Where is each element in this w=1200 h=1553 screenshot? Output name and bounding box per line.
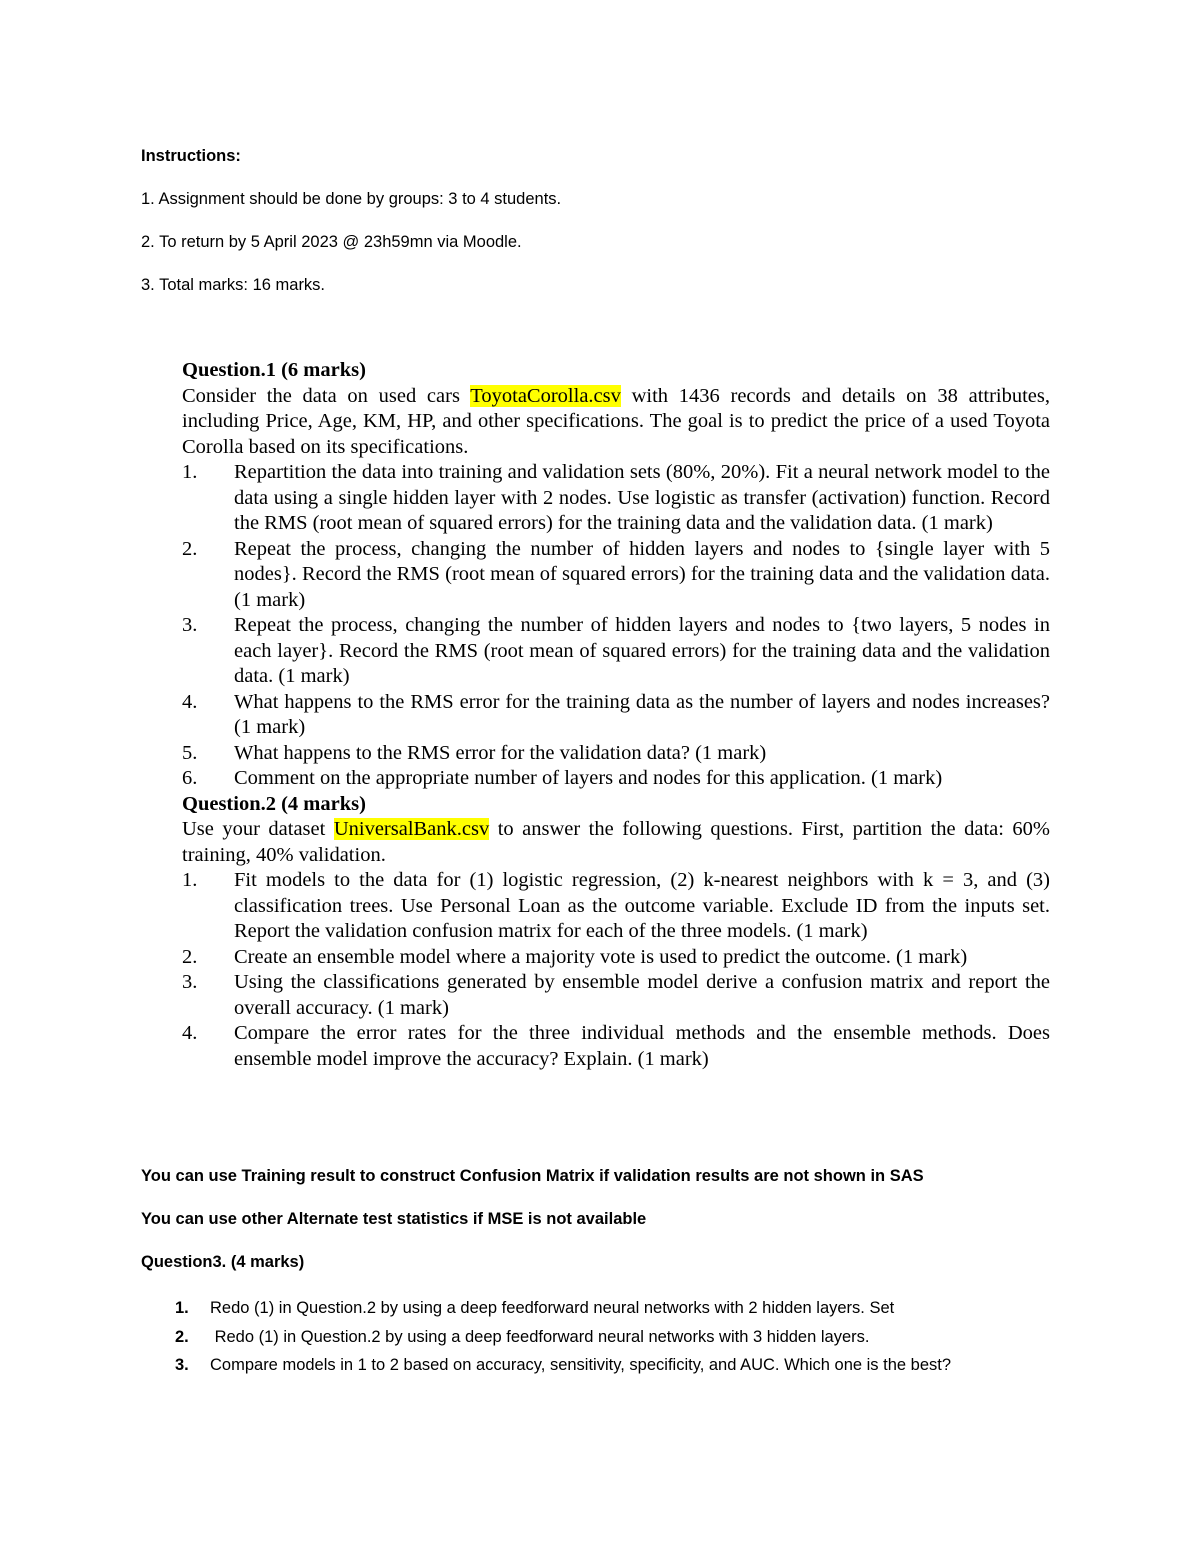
note-training-result: You can use Training result to construct Confusion Matrix if validation results are not shown in SAS [141, 1167, 924, 1185]
instruction-text: To return by 5 April 2023 @ 23h59mn via Moodle. [159, 233, 522, 251]
instruction-number: 3. [141, 276, 155, 294]
item-number: 1. [175, 1299, 189, 1317]
instruction-number: 2. [141, 233, 155, 251]
item-number: 2. [182, 945, 198, 968]
item-number: 3. [182, 971, 198, 993]
item-text: What happens to the RMS error for the training data as the number of layers and nodes increases? (1 mark) [234, 690, 1050, 738]
item-text: Repeat the process, changing the number of hidden layers and nodes to {single layer with 5 nodes}. Record the RMS (root mean of squared errors) for the training data and the validation data. (1 mark) [234, 537, 1050, 611]
item-number: 5. [182, 741, 198, 764]
question2-heading: Question.2 (4 marks) [182, 792, 366, 815]
item-number: 2. [175, 1327, 189, 1346]
notes-section [141, 1165, 1061, 1380]
question3-item [141, 1323, 1061, 1352]
item-text: Repartition the data into training and validation sets (80%, 20%). Fit a neural network model to the data using a single hidden layer with 2 nodes. Use logistic as transfer (activation) function. Record the RMS (root mean of squared errors) for the training data and the validation data. (1 mark) [234, 461, 1050, 534]
note-alternate-statistics: You can use other Alternate test statistics if MSE is not available [141, 1210, 647, 1228]
item-text: Create an ensemble model where a majority vote is used to predict the outcome. (1 mark) [234, 945, 968, 968]
question1-intro [182, 384, 1050, 461]
instruction-text: Total marks: 16 marks. [159, 276, 326, 294]
item-text: Redo (1) in Question.2 by using a deep feedforward neural networks with 2 hidden layers. Set [210, 1299, 895, 1317]
item-text: Repeat the process, changing the number of hidden layers and nodes to {two layers, 5 nodes in each layer}. Record the RMS (root mean of squared errors) for the training data and the validation data. (1 mark) [234, 614, 1050, 687]
item-number: 1. [182, 461, 198, 483]
item-number: 6. [182, 767, 198, 789]
instruction-text: Assignment should be done by groups: 3 to 4 students. [158, 190, 562, 208]
question3-list [141, 1294, 1061, 1380]
item-text: Fit models to the data for (1) logistic regression, (2) k-nearest neighbors with k = 3, and (3) classification trees. Use Personal Loan as the outcome variable. Exclude ID from the inputs set. Report the validation confusion matrix for each of the three models. (1 mark) [234, 869, 1050, 942]
question1-item [182, 690, 1050, 741]
question1-heading: Question.1 (6 marks) [182, 359, 366, 381]
item-number: 2. [182, 537, 198, 560]
instruction-item [141, 231, 1091, 253]
universalbank-file-highlight: UniversalBank.csv [333, 818, 490, 840]
question2-intro-start: Use your dataset [182, 818, 334, 840]
item-number: 4. [182, 690, 198, 713]
question3-heading: Question3. (4 marks) [141, 1253, 305, 1271]
item-text: Comment on the appropriate number of layers and nodes for this application. (1 mark) [234, 767, 943, 789]
question2-intro [182, 817, 1050, 868]
question1-item [182, 741, 1050, 767]
instruction-item [141, 274, 1091, 296]
instruction-number: 1. [141, 190, 155, 208]
item-text: Redo (1) in Question.2 by using a deep feedforward neural networks with 3 hidden layers. [210, 1327, 870, 1346]
question2-item [182, 868, 1050, 945]
question1-intro-end: with 1436 records and details on 38 attributes, including Price, Age, KM, HP, and other specifications. The goal is to predict the price of a used Toyota Corolla based on its specifications. [182, 384, 1051, 458]
item-number: 3. [182, 614, 198, 636]
item-text: Using the classifications generated by ensemble model derive a confusion matrix and report the overall accuracy. (1 mark) [234, 971, 1050, 1019]
question3-item [141, 1351, 1061, 1380]
question1-item [182, 537, 1050, 614]
item-number: 1. [182, 869, 198, 891]
question2-intro-end: to answer the following questions. First, partition the data: 60% training, 40% validation. [182, 818, 1050, 866]
instruction-item [141, 188, 1091, 210]
question1-item [182, 613, 1050, 690]
question2-item [182, 945, 1050, 971]
questions-scan [182, 358, 1050, 1072]
question1-item [182, 460, 1050, 537]
item-text: What happens to the RMS error for the validation data? (1 mark) [234, 741, 767, 764]
question1-item [182, 766, 1050, 792]
item-text: Compare the error rates for the three individual methods and the ensemble methods. Does ensemble model improve the accuracy? Explain. (1 mark) [234, 1022, 1050, 1070]
item-number: 4. [182, 1022, 198, 1044]
instructions-title: Instructions: [141, 147, 241, 165]
question2-item [182, 1021, 1050, 1072]
item-text: Compare models in 1 to 2 based on accuracy, sensitivity, specificity, and AUC. Which one is the best? [210, 1356, 952, 1374]
question1-intro-start: Consider the data on used cars [182, 384, 471, 407]
toyota-file-highlight: ToyotaCorolla.csv [470, 384, 621, 407]
question2-item [182, 970, 1050, 1021]
question3-item [141, 1294, 1061, 1323]
item-number: 3. [175, 1356, 189, 1374]
instructions-section [141, 145, 1091, 317]
